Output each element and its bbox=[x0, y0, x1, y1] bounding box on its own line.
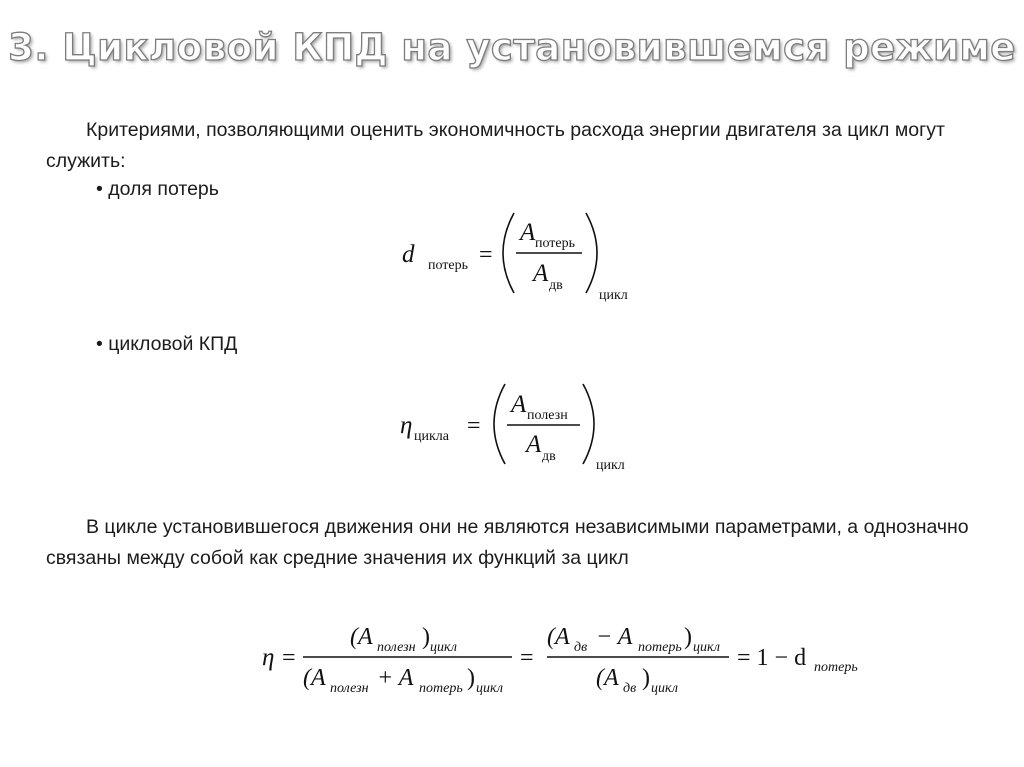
formula-loss-den-symbol: A bbox=[533, 260, 549, 287]
formula-rel-f1-num-cycle: цикл bbox=[430, 640, 457, 655]
formula-rel-f1-den-plus: + A bbox=[377, 665, 414, 691]
bullet-loss-share: • доля потерь bbox=[96, 178, 219, 200]
formula-loss-den-sub: дв bbox=[549, 278, 563, 293]
formula-rel-eta: η bbox=[262, 644, 275, 671]
formula-eff-den-symbol: A bbox=[526, 431, 542, 458]
formula-rel-f2-num-open: (A bbox=[547, 624, 570, 650]
formula-eff-outer-sub: цикл bbox=[596, 458, 625, 473]
formula-loss-lhs-symbol: d bbox=[402, 241, 415, 268]
formula-rel-f1-num: (A bbox=[350, 624, 373, 650]
formula-rel-f2-den-close: ) bbox=[642, 665, 650, 691]
formula-rel-f2-den-sub: дв bbox=[623, 681, 637, 696]
formula-loss-lhs-sub: потерь bbox=[428, 258, 469, 273]
formula-rel-f1-num-sub: полезн bbox=[377, 640, 416, 655]
formula-rel-eq2: = bbox=[520, 645, 534, 671]
formula-rel-f1-num-close: ) bbox=[422, 624, 430, 650]
bullet-cycle-efficiency: • цикловой КПД bbox=[96, 333, 238, 355]
formula-loss-equals: = bbox=[479, 242, 493, 268]
formula-rel-f2-num-cycle: цикл bbox=[693, 640, 720, 655]
formula-rel-f1-den-sub1: полезн bbox=[330, 681, 369, 696]
formula-rel-f1-den-open: (A bbox=[303, 665, 326, 691]
formula-rel-f2-num-sub1: дв bbox=[574, 640, 588, 655]
intro-paragraph: Критериями, позволяющими оценить экономичность расхода энергии двигателя за цикл могут служить: bbox=[46, 119, 945, 172]
slide-title: 3. Цикловой КПД на установившемся режиме bbox=[8, 26, 1016, 69]
formula-rel-f2-num-close: ) bbox=[684, 624, 692, 650]
formula-rel-tail: = 1 − d bbox=[737, 645, 807, 671]
formula-eff-lhs-sub: цикла bbox=[414, 429, 449, 444]
formula-eff-den-sub: дв bbox=[542, 449, 556, 464]
formula-loss-num-sub: потерь bbox=[535, 236, 576, 251]
formula-loss-outer-sub: цикл bbox=[599, 288, 628, 303]
formula-rel-f2-den-cycle: цикл bbox=[651, 681, 678, 696]
relation-paragraph: В цикле установившегося движения они не являются независимыми параметрами, а однозначно связаны между собой как средние значения их функций за цикл bbox=[46, 516, 969, 569]
formula-rel-f2-num-minus: − A bbox=[596, 624, 633, 650]
formula-rel-f1-den-close: ) bbox=[467, 665, 475, 691]
formula-eff-lhs-symbol: η bbox=[400, 412, 413, 439]
formula-eff-num-symbol: A bbox=[511, 391, 527, 418]
formula-rel-f1-den-sub2: потерь bbox=[419, 681, 463, 696]
formula-eff-equals: = bbox=[467, 413, 481, 439]
formula-rel-f2-den-open: (A bbox=[596, 665, 619, 691]
formula-eff-num-sub: полезн bbox=[527, 408, 568, 423]
formula-rel-tail-sub: потерь bbox=[814, 660, 858, 675]
formula-rel-f1-den-cycle: цикл bbox=[476, 681, 503, 696]
formula-loss-num-symbol: A bbox=[520, 219, 536, 246]
formula-rel-eq1: = bbox=[282, 645, 296, 671]
formula-rel-f2-num-sub2: потерь bbox=[638, 640, 682, 655]
